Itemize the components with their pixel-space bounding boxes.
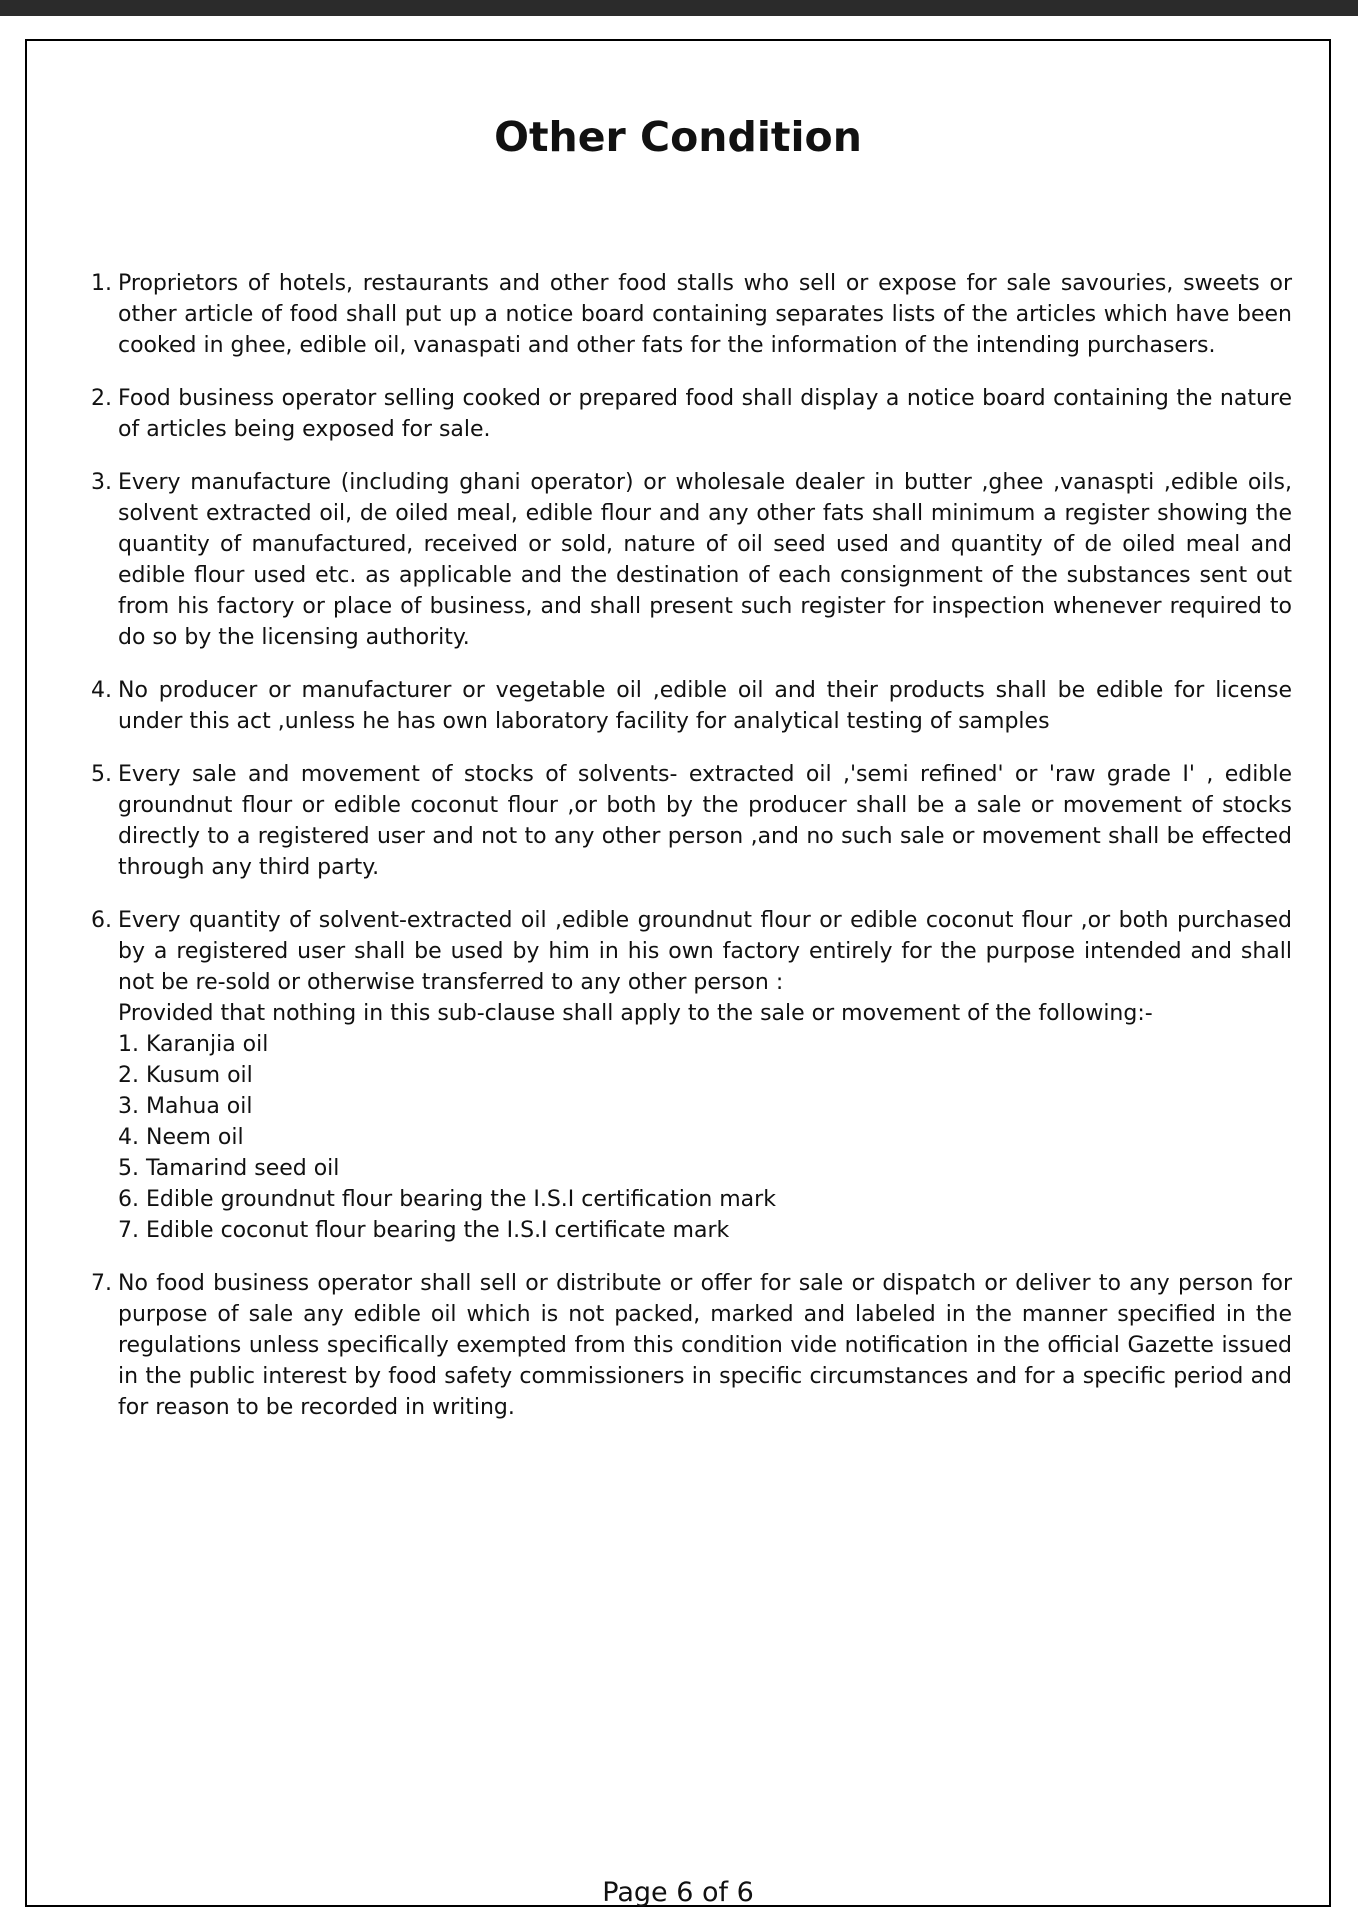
condition-text: Every quantity of solvent-extracted oil ,edible groundnut flour or edible coconut flour ,or both purchased by a registered user shall be used by him in his own factory entirely for the purpose intended and shall not be re-sold or otherwise transferred to any other person : bbox=[118, 908, 1292, 995]
exempted-items-list bbox=[118, 1029, 1292, 1246]
exempted-item: 7. Edible coconut flour bearing the I.S.I certificate mark bbox=[118, 1218, 730, 1243]
condition-number: 3. bbox=[91, 470, 112, 495]
exempted-item: 5. Tamarind seed oil bbox=[118, 1156, 340, 1181]
condition-item-2 bbox=[91, 383, 1292, 445]
condition-number: 2. bbox=[91, 386, 112, 411]
conditions-list bbox=[91, 268, 1292, 1445]
viewer-top-bar bbox=[0, 0, 1358, 16]
condition-item-3 bbox=[91, 467, 1292, 653]
exempted-item: 4. Neem oil bbox=[118, 1125, 244, 1150]
condition-text: Every manufacture (including ghani operator) or wholesale dealer in butter ,ghee ,vanaspti ,edible oils, solvent extracted oil, de oiled meal, edible flour and any other fats shall minimum a register showing the quantity of manufactured, received or sold, nature of oil seed used and quantity of de oiled meal and edible flour used etc. as applicable and the destination of each consignment of the substances sent out from his factory or place of business, and shall present such register for inspection whenever required to do so by the licensing authority. bbox=[118, 470, 1292, 650]
page-number: Page 6 of 6 bbox=[602, 1877, 754, 1908]
condition-item-5 bbox=[91, 759, 1292, 883]
condition-number: 4. bbox=[91, 678, 112, 703]
exempted-item: 2. Kusum oil bbox=[118, 1063, 253, 1088]
exempted-item: 1. Karanjia oil bbox=[118, 1032, 269, 1057]
condition-text: No producer or manufacturer or vegetable oil ,edible oil and their products shall be edible for license under this act ,unless he has own laboratory facility for analytical testing of samples bbox=[118, 678, 1292, 734]
condition-number: 6. bbox=[91, 908, 112, 933]
condition-item-4 bbox=[91, 675, 1292, 737]
condition-text: Food business operator selling cooked or prepared food shall display a notice board containing the nature of articles being exposed for sale. bbox=[118, 386, 1292, 442]
condition-item-1 bbox=[91, 268, 1292, 361]
condition-number: 5. bbox=[91, 762, 112, 787]
document-page bbox=[25, 39, 1331, 1907]
condition-number: 7. bbox=[91, 1271, 112, 1296]
condition-item-7 bbox=[91, 1268, 1292, 1423]
condition-text: Every sale and movement of stocks of solvents- extracted oil ,'semi refined' or 'raw grade I' , edible groundnut flour or edible coconut flour ,or both by the producer shall be a sale or movement of stocks directly to a registered user and not to any other person ,and no such sale or movement shall be effected through any third party. bbox=[118, 762, 1292, 880]
condition-proviso: Provided that nothing in this sub-clause shall apply to the sale or movement of the following:- bbox=[118, 1001, 1153, 1026]
condition-number: 1. bbox=[91, 271, 112, 296]
condition-item-6 bbox=[91, 905, 1292, 1246]
condition-text: Proprietors of hotels, restaurants and other food stalls who sell or expose for sale savouries, sweets or other article of food shall put up a notice board containing separates lists of the articles which have been cooked in ghee, edible oil, vanaspati and other fats for the information of the intending purchasers. bbox=[118, 271, 1292, 358]
page-title: Other Condition bbox=[494, 113, 862, 161]
condition-text: No food business operator shall sell or distribute or offer for sale or dispatch or deliver to any person for purpose of sale any edible oil which is not packed, marked and labeled in the manner specified in the regulations unless specifically exempted from this condition vide notification in the official Gazette issued in the public interest by food safety commissioners in specific circumstances and for a specific period and for reason to be recorded in writing. bbox=[118, 1271, 1292, 1420]
exempted-item: 3. Mahua oil bbox=[118, 1094, 253, 1119]
exempted-item: 6. Edible groundnut flour bearing the I.S.I certification mark bbox=[118, 1187, 776, 1212]
